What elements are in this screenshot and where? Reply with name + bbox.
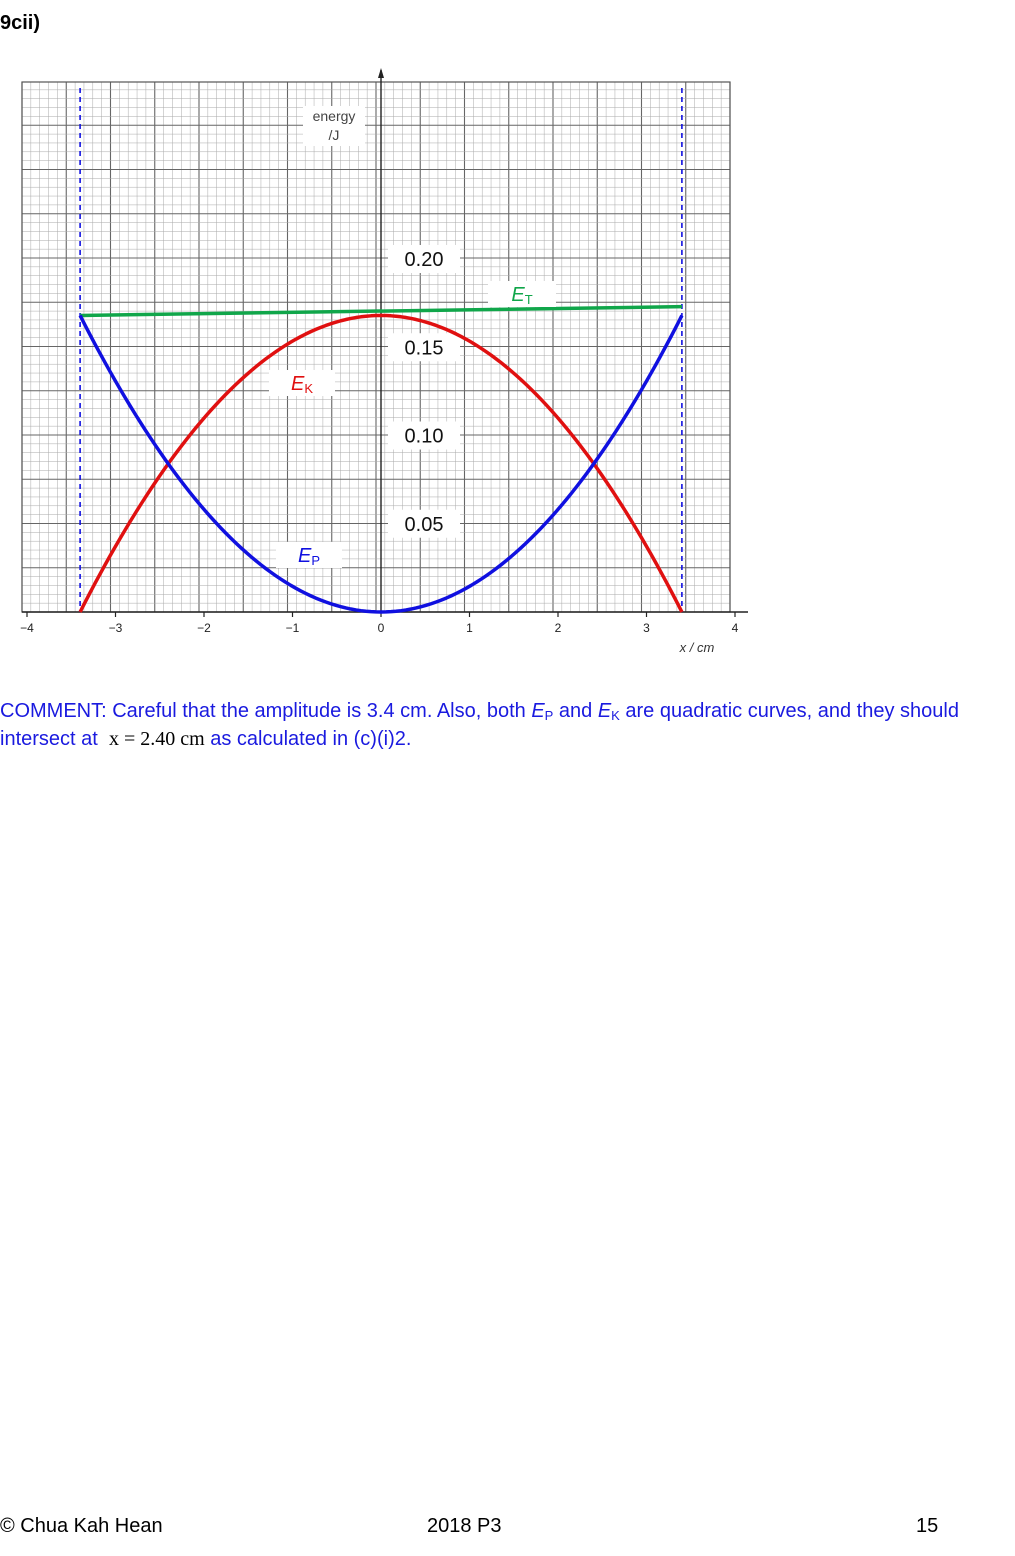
x-tick-label: 4 (731, 621, 739, 635)
comment-text (0, 698, 1000, 752)
comment-mid: are quadratic curves, and they should intersect at (0, 700, 959, 750)
y-tick-label: 0.15 (404, 337, 444, 360)
comment-prefix: COMMENT: Careful that the amplitude is 3.4 cm. Also, both (0, 700, 532, 722)
footer-author: © Chua Kah Hean (0, 1515, 163, 1537)
ek-symbol: E (597, 700, 612, 722)
ep-symbol: E (531, 700, 545, 722)
question-number: 9cii) (0, 12, 41, 34)
comment-and: and (553, 700, 598, 722)
comment-suffix: as calculated in (c)(i)2. (204, 728, 412, 750)
x-tick-label: −2 (197, 621, 211, 635)
graph-grid (22, 82, 730, 612)
x-tick-label: −1 (285, 621, 300, 635)
y-axis-arrow (378, 68, 384, 78)
y-axis-label-line2: /J (328, 127, 340, 143)
x-tick-label: 1 (466, 621, 473, 635)
y-tick-label: 0.20 (404, 249, 444, 271)
ek-subscript: K (611, 708, 620, 723)
intersection-math: x = 2.40 cm (108, 728, 205, 750)
y-tick-label: 0.05 (404, 513, 444, 536)
x-axis-label: x / cm (679, 640, 715, 655)
energy-graph (0, 60, 760, 660)
footer-paper: 2018 P3 (427, 1515, 502, 1537)
y-axis-label-line1: energy (312, 108, 356, 124)
x-tick-label: −3 (108, 621, 123, 635)
label-ep: EP (297, 545, 321, 568)
y-tick-label: 0.10 (404, 425, 444, 448)
label-ek: EK (290, 373, 314, 396)
x-tick-label: −4 (20, 621, 34, 635)
x-tick-label: 2 (554, 621, 562, 635)
ep-subscript: P (544, 708, 554, 723)
footer-page-number: 15 (916, 1515, 939, 1537)
x-tick-label: 0 (377, 621, 385, 635)
x-tick-label: 3 (643, 621, 650, 635)
label-et: ET (511, 284, 533, 307)
